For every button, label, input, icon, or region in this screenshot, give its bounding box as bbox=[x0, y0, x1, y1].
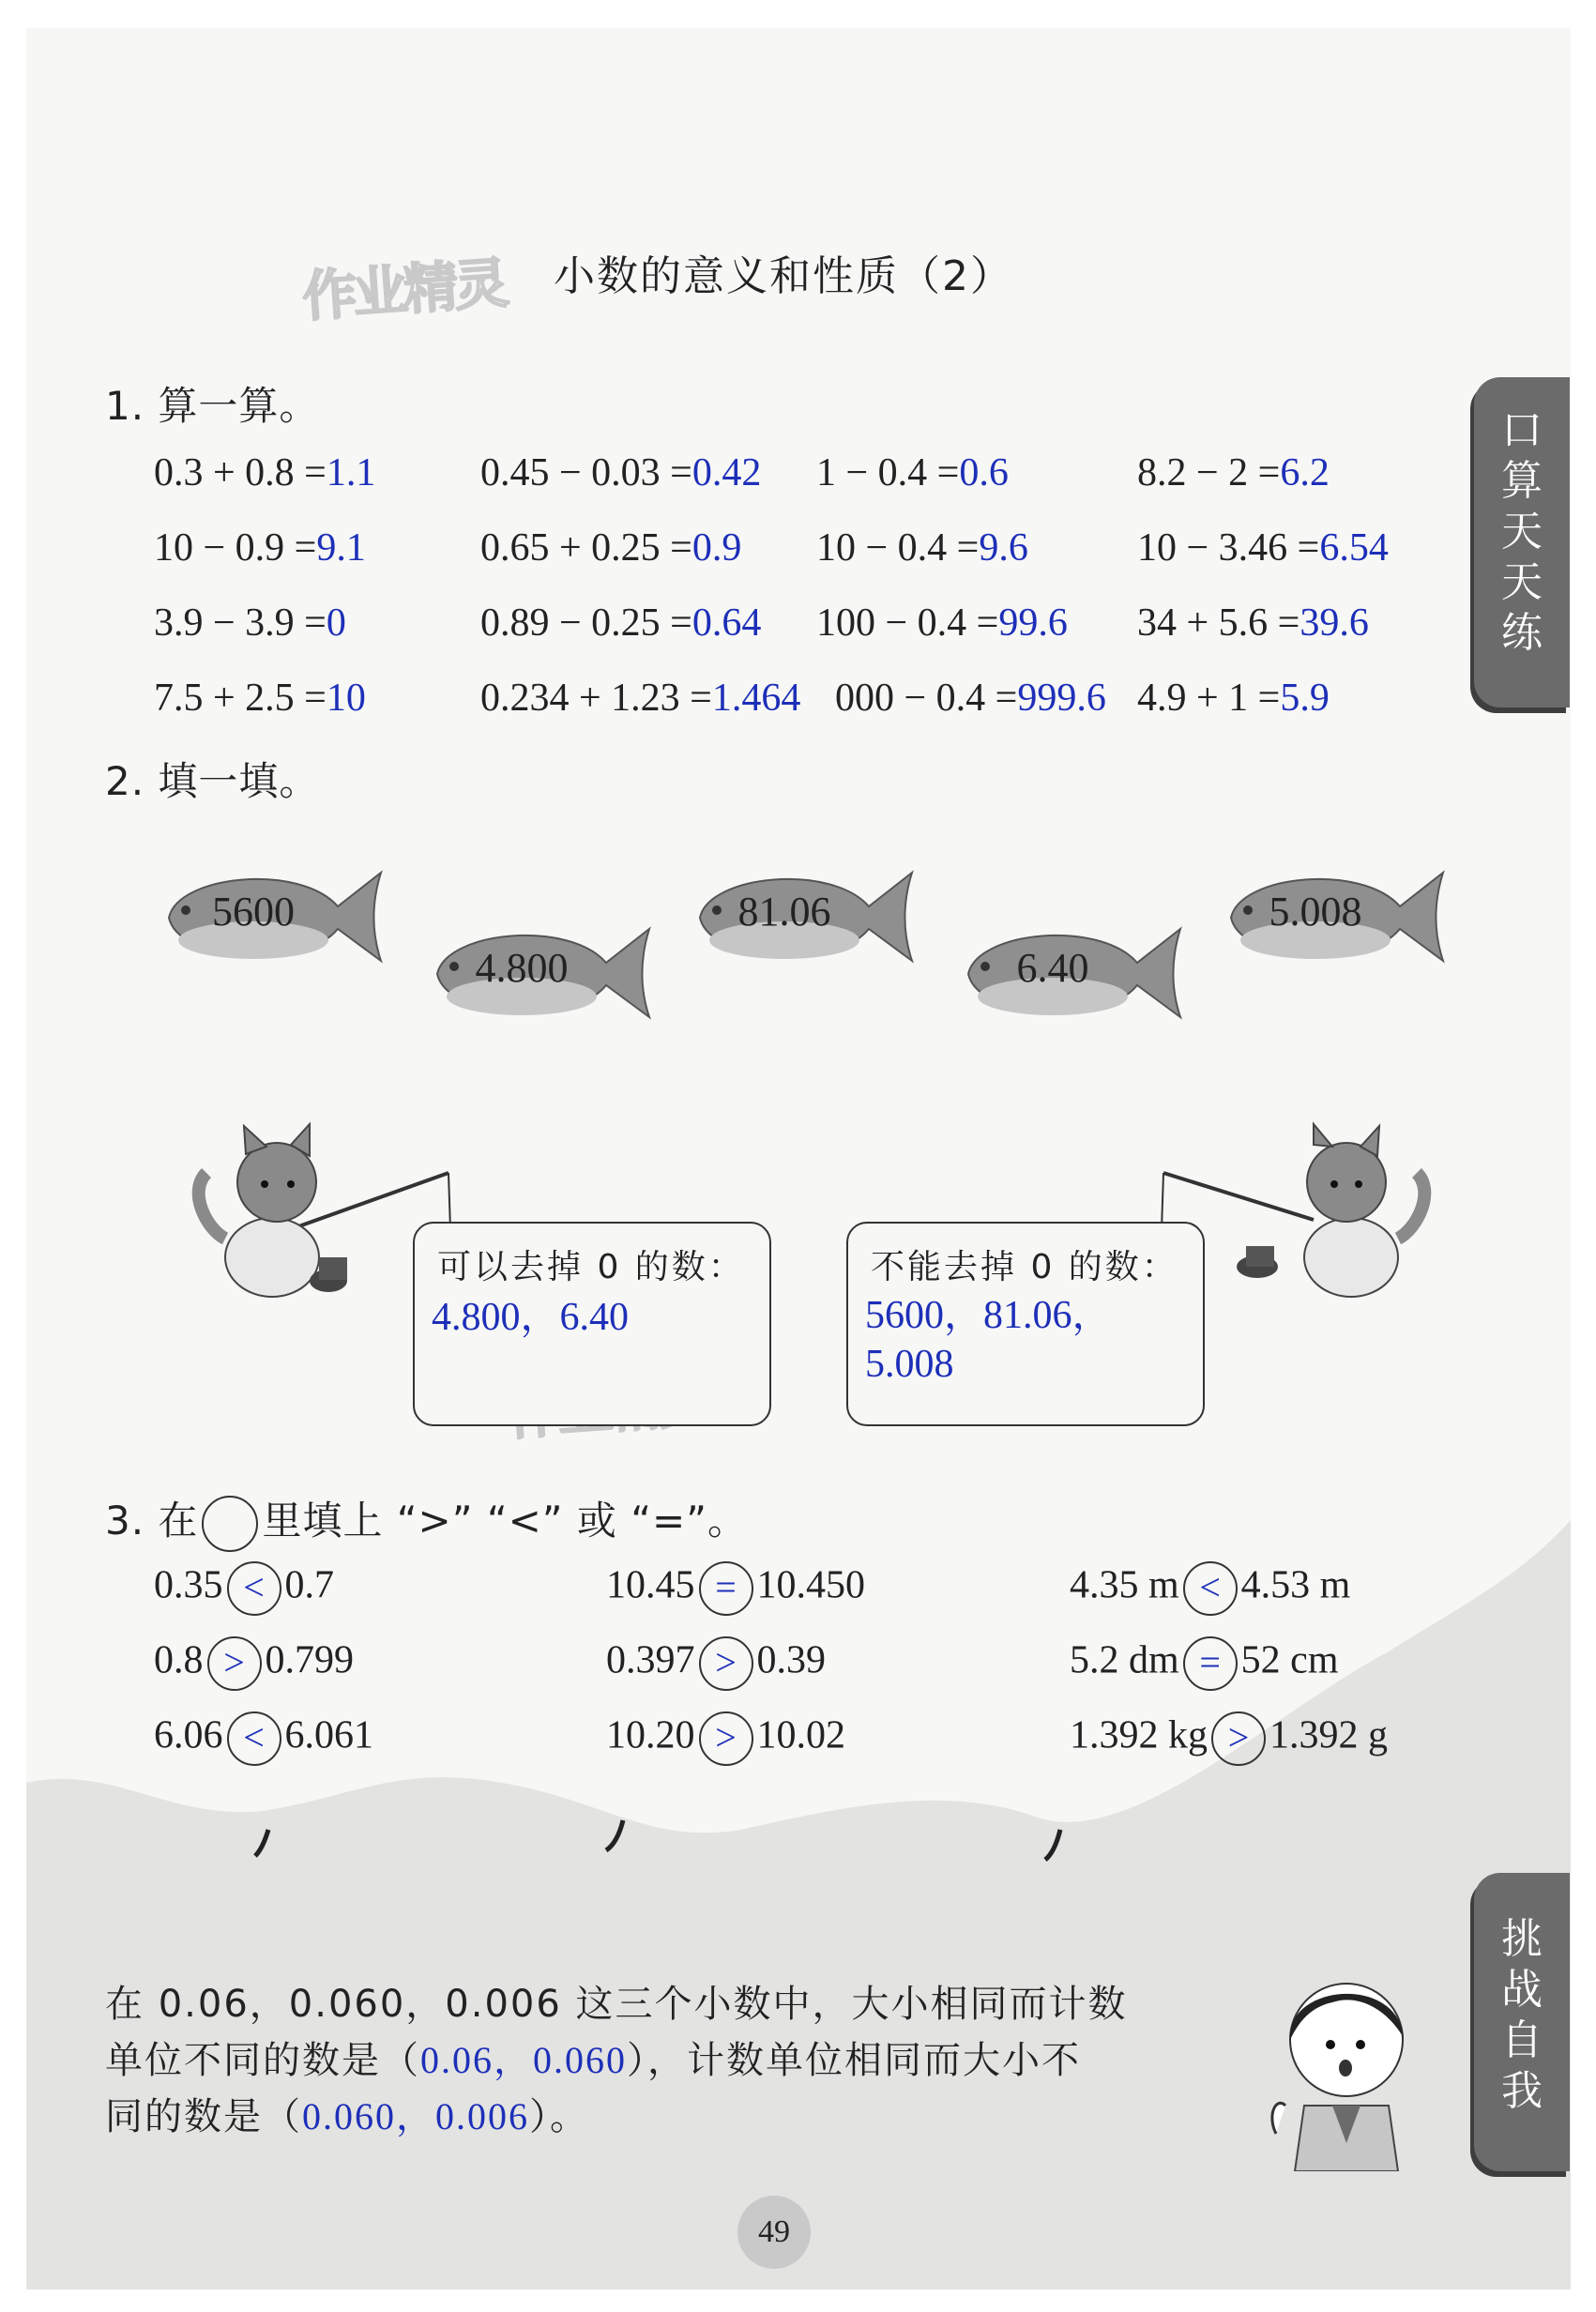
equation: 1 − 0.4 =0.6 bbox=[816, 451, 1009, 494]
equation: 100 − 0.4 =99.6 bbox=[816, 601, 1068, 645]
comparison-circle: > bbox=[699, 1711, 753, 1766]
comparison-circle: < bbox=[227, 1711, 281, 1766]
page-number: 49 bbox=[737, 2196, 811, 2269]
fish-card bbox=[691, 856, 916, 978]
tab-char: 天 bbox=[1501, 558, 1543, 606]
box-title: 不能去掉 0 的数： bbox=[871, 1248, 1178, 1286]
equation: 10 − 0.4 =9.6 bbox=[816, 526, 1028, 570]
comparison-circle: > bbox=[207, 1636, 262, 1691]
tab-char: 算 bbox=[1501, 457, 1543, 505]
comparison-circle: < bbox=[1183, 1561, 1238, 1616]
equation: 34 + 5.6 =39.6 bbox=[1137, 601, 1369, 645]
tab-challenge-self[interactable] bbox=[1474, 1873, 1570, 2171]
comparison: 5.2 dm = 52 cm bbox=[1070, 1636, 1338, 1691]
tab-char: 自 bbox=[1501, 2016, 1543, 2064]
tab-char: 战 bbox=[1501, 1966, 1543, 2014]
equation: 4.9 + 1 =5.9 bbox=[1137, 677, 1330, 720]
comparison-circle: = bbox=[699, 1561, 753, 1616]
equation: 0.89 − 0.25 =0.64 bbox=[480, 601, 762, 645]
section2-heading: 2. 填一填。 bbox=[105, 758, 320, 804]
tab-char: 挑 bbox=[1501, 1915, 1543, 1963]
fish-card bbox=[1222, 856, 1447, 978]
watermark-top: 作业精灵 bbox=[300, 251, 508, 329]
section1-heading: 1. 算一算。 bbox=[105, 383, 320, 429]
blank-circle-icon bbox=[202, 1496, 258, 1552]
box-answer: 4.800，6.40 bbox=[432, 1296, 630, 1339]
box-answer: 5600，81.06， bbox=[865, 1294, 1112, 1337]
fish-number: 6.40 bbox=[1016, 945, 1089, 991]
comparison-circle: < bbox=[227, 1561, 281, 1616]
equation: 7.5 + 2.5 =10 bbox=[154, 677, 366, 720]
tab-char: 练 bbox=[1501, 609, 1543, 657]
comparison: 6.06 < 6.061 bbox=[154, 1711, 373, 1766]
comparison-circle: > bbox=[699, 1636, 753, 1691]
challenge-line: 在 0.06，0.060，0.006 这三个小数中，大小相同而计数 bbox=[105, 1983, 1128, 2026]
boy-icon bbox=[1257, 1937, 1426, 2171]
box-title: 可以去掉 0 的数： bbox=[437, 1248, 745, 1286]
tab-char: 口 bbox=[1501, 406, 1543, 454]
tab-char: 我 bbox=[1501, 2067, 1543, 2115]
removable-zero-box bbox=[413, 1222, 771, 1426]
fish-number: 5600 bbox=[212, 889, 295, 935]
fish-number: 5.008 bbox=[1269, 889, 1362, 935]
comparison-circle: = bbox=[1183, 1636, 1238, 1691]
comparison: 0.35 < 0.7 bbox=[154, 1561, 334, 1616]
tab-oral-calc-daily[interactable] bbox=[1474, 377, 1570, 707]
non-removable-zero-box bbox=[846, 1222, 1205, 1426]
comparison: 10.45 = 10.450 bbox=[606, 1561, 865, 1616]
challenge-line: 单位不同的数是（0.06，0.060），计数单位相同而大小不 bbox=[105, 2039, 1081, 2082]
equation: 3.9 − 3.9 =0 bbox=[154, 601, 346, 645]
tab-char: 天 bbox=[1501, 508, 1543, 555]
challenge-line: 同的数是（0.060，0.006）。 bbox=[105, 2095, 589, 2138]
comparison: 0.397 > 0.39 bbox=[606, 1636, 826, 1691]
fish-number: 81.06 bbox=[737, 889, 831, 935]
comparison: 0.8 > 0.799 bbox=[154, 1636, 354, 1691]
equation: 0.3 + 0.8 =1.1 bbox=[154, 451, 376, 494]
equation: 10 − 0.9 =9.1 bbox=[154, 526, 366, 570]
comparison: 1.392 kg > 1.392 g bbox=[1070, 1711, 1388, 1766]
equation: 0.65 + 0.25 =0.9 bbox=[480, 526, 742, 570]
fish-number: 4.800 bbox=[475, 945, 569, 991]
fish-card bbox=[428, 912, 653, 1034]
comparison: 4.35 m < 4.53 m bbox=[1070, 1561, 1350, 1616]
page-title: 小数的意义和性质（2） bbox=[554, 252, 1013, 300]
section3-heading: 3. 在 里填上 “>” “<” 或 “=”。 bbox=[105, 1490, 748, 1552]
equation: 000 − 0.4 =999.6 bbox=[835, 677, 1106, 720]
comparison-circle: > bbox=[1211, 1711, 1266, 1766]
comparison: 10.20 > 10.02 bbox=[606, 1711, 845, 1766]
fish-card bbox=[160, 856, 385, 978]
equation: 0.234 + 1.23 =1.464 bbox=[480, 677, 801, 720]
equation: 8.2 − 2 =6.2 bbox=[1137, 451, 1330, 494]
equation: 0.45 − 0.03 =0.42 bbox=[480, 451, 762, 494]
challenge-answer: 0.060，0.006 bbox=[302, 2095, 529, 2137]
box-answer: 5.008 bbox=[865, 1343, 954, 1386]
fish-card bbox=[959, 912, 1184, 1034]
challenge-answer: 0.06，0.060 bbox=[420, 2039, 627, 2081]
equation: 10 − 3.46 =6.54 bbox=[1137, 526, 1389, 570]
